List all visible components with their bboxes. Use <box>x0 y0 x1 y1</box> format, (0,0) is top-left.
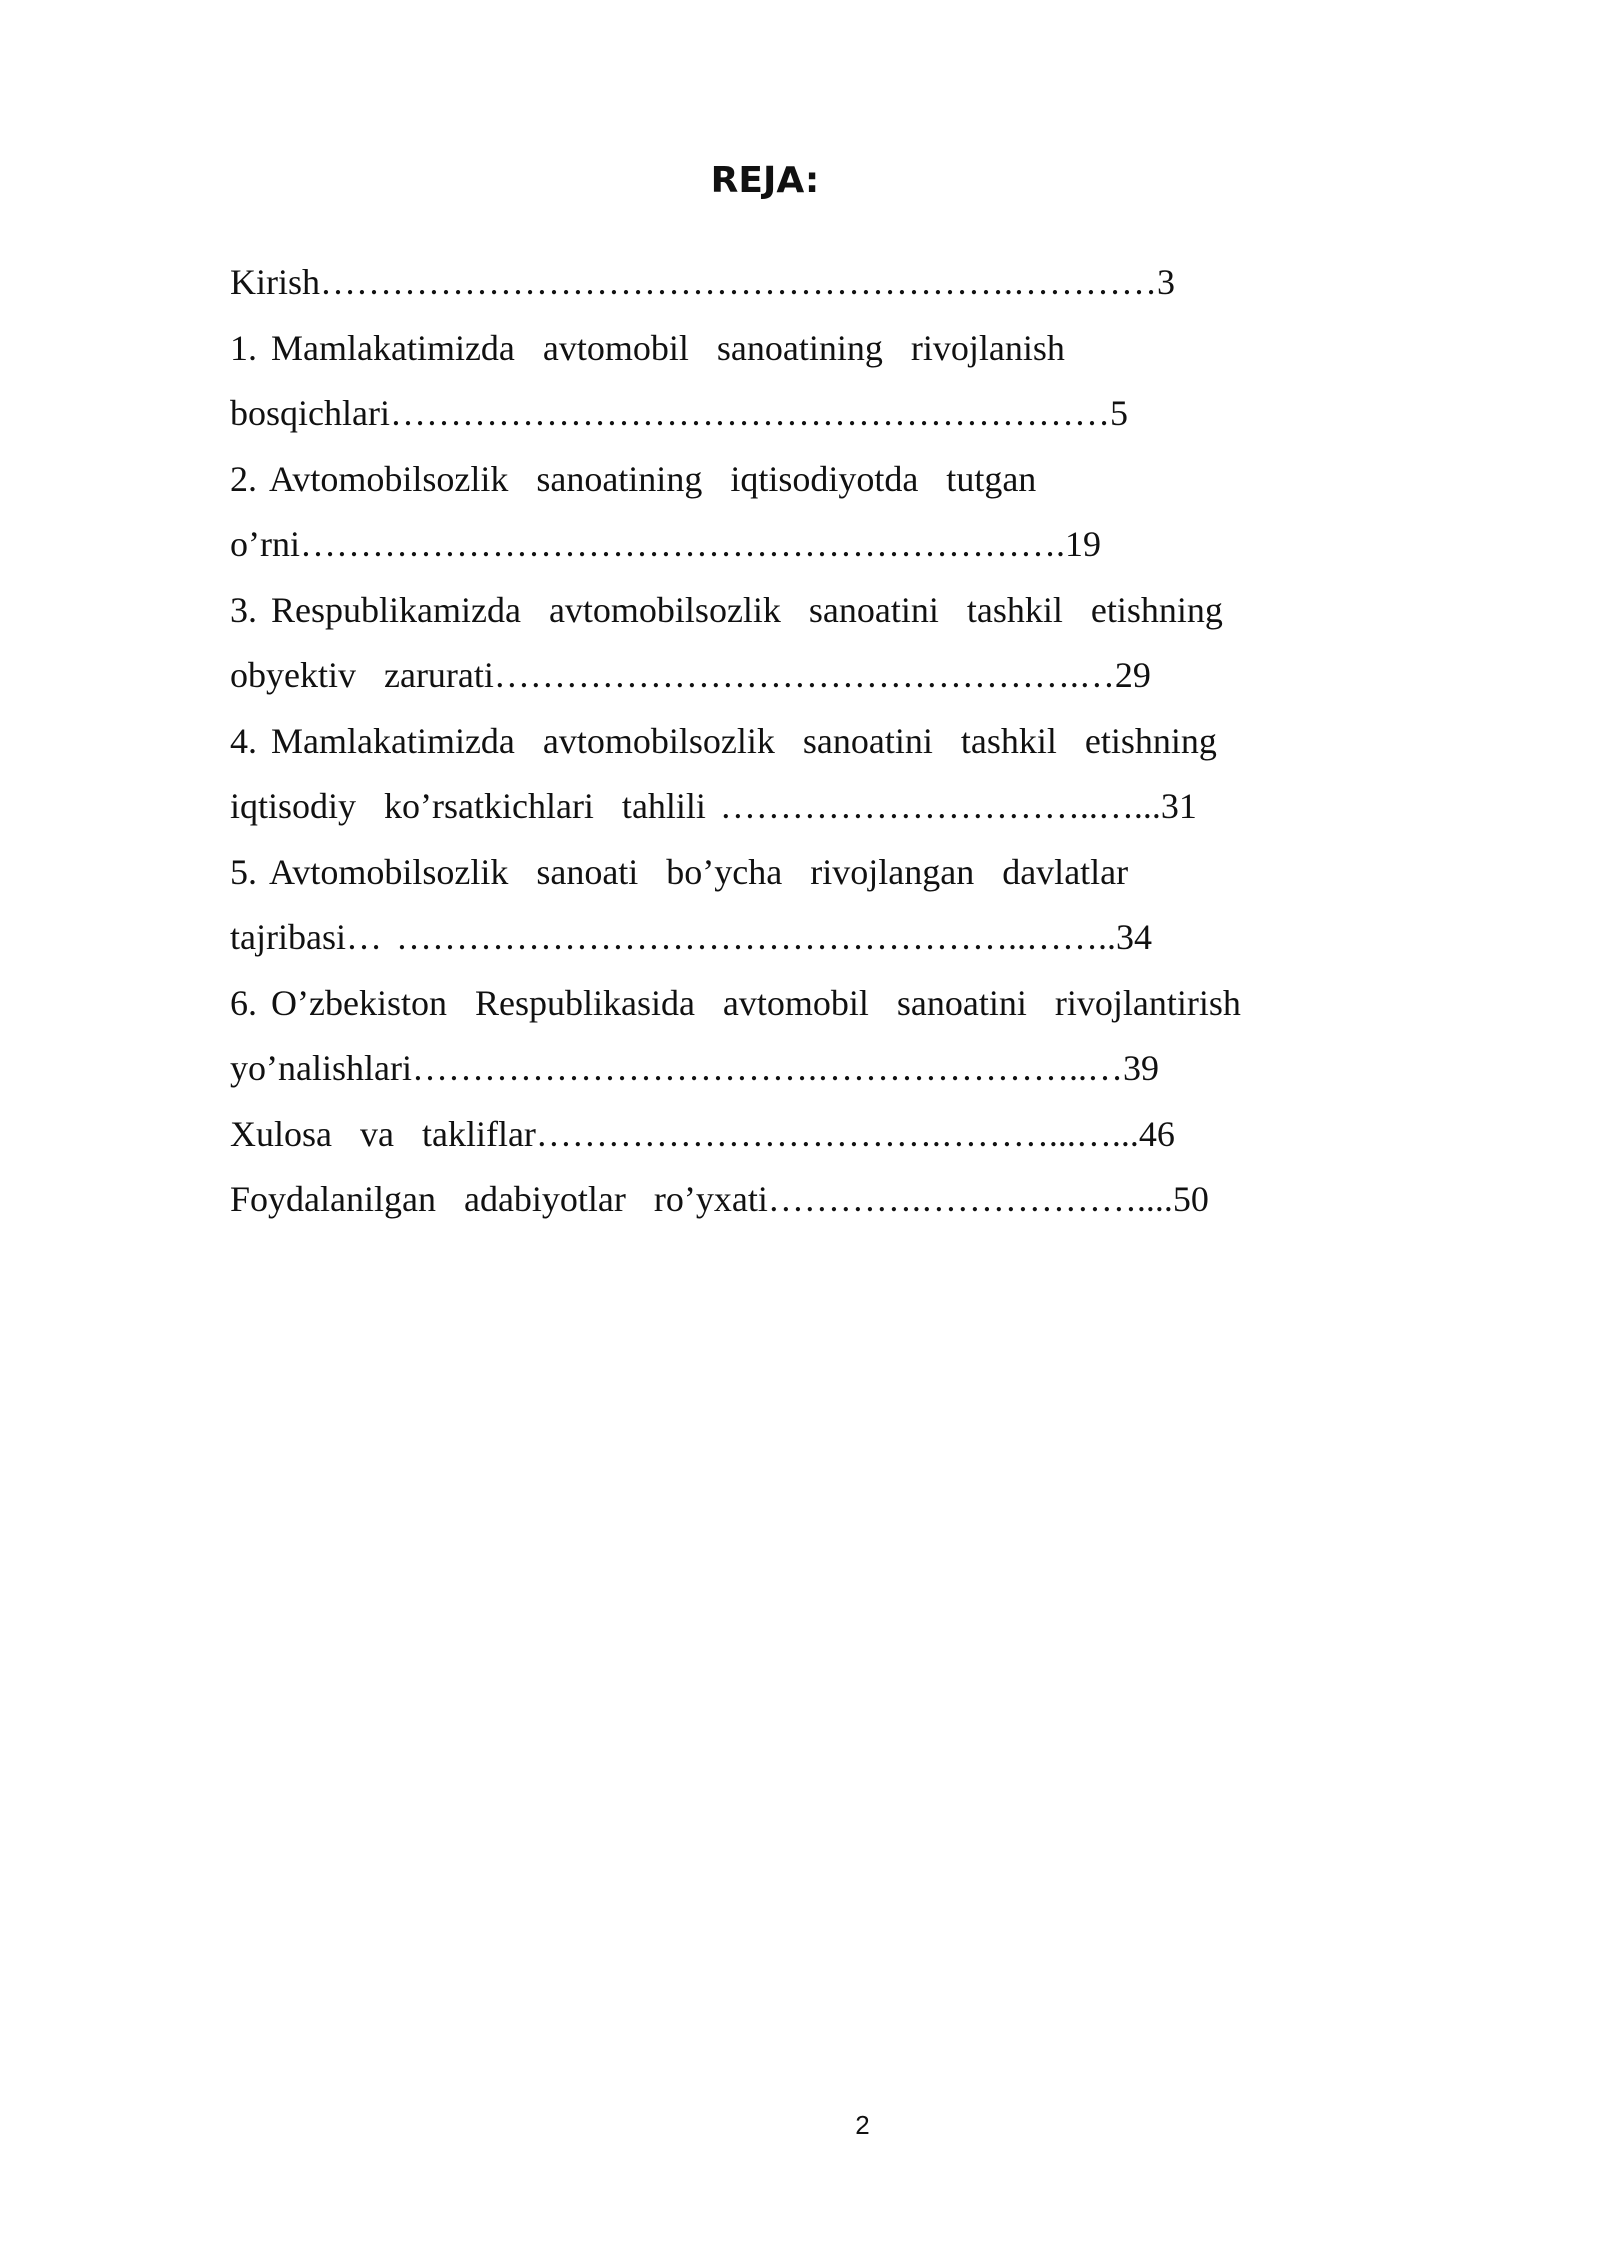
toc-line: o’rni……………………………………………………….19 <box>230 524 1101 564</box>
page-title: REJA: <box>710 160 820 201</box>
toc-line: 1. Mamlakatimizda avtomobil sanoatining rivojlanish <box>230 327 1065 368</box>
toc-line: Kirish………………………………………………….…………3 <box>230 262 1175 302</box>
toc-line: yo’nalishlari…………………………….…………………..…39 <box>230 1048 1159 1088</box>
toc-line: tajribasi… ……………………………………………..……..34 <box>230 917 1152 957</box>
table-of-contents <box>230 250 1250 1233</box>
toc-line: 2. Avtomobilsozlik sanoatining iqtisodiyotda tutgan <box>230 458 1037 499</box>
toc-line: 5. Avtomobilsozlik sanoati bo’ycha rivojlangan davlatlar <box>230 851 1129 892</box>
toc-line: iqtisodiy ko’rsatkichlari tahlili …………………………..…...31 <box>230 786 1197 826</box>
toc-line: bosqichlari……………………………………………………5 <box>230 393 1128 433</box>
toc-line: Foydalanilgan adabiyotlar ro’yxati………….………………....50 <box>230 1179 1209 1219</box>
toc-line: obyektiv zarurati………………………………………….…29 <box>230 655 1151 695</box>
toc-line: 3. Respublikamizda avtomobilsozlik sanoatini tashkil etishning <box>230 589 1223 630</box>
page-number: 2 <box>855 2110 870 2140</box>
toc-line: 4. Mamlakatimizda avtomobilsozlik sanoatini tashkil etishning <box>230 720 1217 761</box>
toc-line: 6. O’zbekiston Respublikasida avtomobil sanoatini rivojlantirish <box>230 982 1241 1023</box>
toc-line: Xulosa va takliflar…………………………….………...…...46 <box>230 1113 1175 1154</box>
